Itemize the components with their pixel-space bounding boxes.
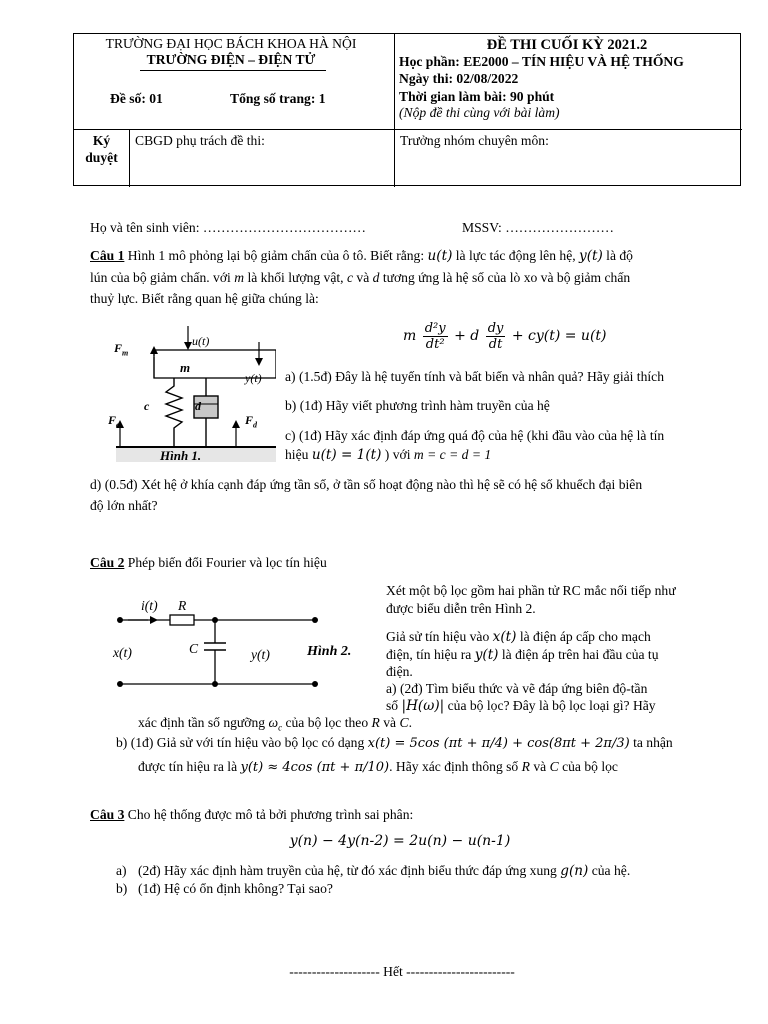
q3-title-line	[90, 806, 413, 823]
q2-text: .	[408, 715, 412, 730]
q1-text: lún của bộ giảm chấn. với	[90, 270, 235, 285]
q2-text: của bộ lọc theo	[282, 715, 372, 730]
fig1-fd: F	[245, 413, 254, 427]
q3-part-a-label: a)	[116, 863, 127, 878]
fig2-label-y: y(t)	[251, 647, 270, 662]
q1-text: là độ	[602, 248, 633, 263]
q1-text: là khối lượng vật,	[244, 270, 347, 285]
q1-intro-line3: thuỷ lực. Biết rằng quan hệ giữa chúng là:	[90, 291, 319, 306]
sign-label-2: duyệt	[85, 150, 118, 165]
q3-text: (2đ) Hãy xác định hàm truyền của hệ, từ đó xác định biểu thức đáp ứng xung	[138, 863, 561, 878]
sign-label-1: Ký	[92, 133, 111, 148]
fig1-label-c: c	[144, 399, 150, 413]
q2-p2-line2	[386, 646, 659, 664]
math-params: m = c = d = 1	[413, 447, 492, 462]
fig2-label-c: C	[189, 641, 199, 656]
q2-p1-line2: được biểu diễn trên Hình 2.	[386, 601, 536, 616]
eq-m: m	[403, 328, 417, 344]
student-id-field: MSSV: ……………………	[462, 220, 614, 235]
math-step: u(t) = 1(t)	[311, 447, 382, 463]
q1-part-a: a) (1.5đ) Đây là hệ tuyến tính và bất biến và nhân quả? Hãy giải thích	[285, 369, 664, 384]
header-divider-vertical	[394, 34, 395, 187]
exam-code: Đề số: 01	[110, 91, 163, 106]
math-m: m	[234, 270, 245, 285]
q3-part-a	[138, 862, 630, 880]
fig1-label-y: y(t)	[245, 371, 262, 385]
math-c: C	[399, 715, 409, 730]
exam-date: Ngày thi: 02/08/2022	[399, 71, 519, 86]
math-x-expr: x(t) = 5cos (πt + π/4) + cos(8πt + 2π/3)	[367, 736, 630, 751]
math-y: y(t)	[579, 248, 603, 264]
math-wc-sub: c	[278, 722, 283, 733]
end-marker: -------------------- Hết ------------------------	[289, 964, 515, 979]
spring	[166, 378, 182, 447]
q2-text: xác định tần số ngưỡng	[138, 715, 269, 730]
math-y: y(t)	[474, 647, 499, 663]
eq-den: dt	[488, 336, 503, 352]
fig2-label-i: i(t)	[141, 598, 158, 613]
q2-text: được tín hiệu ra là	[138, 759, 241, 774]
math-c: c	[346, 270, 354, 285]
math-r: R	[371, 715, 380, 730]
header-divider-sign	[129, 129, 130, 187]
q2-text: . Hãy xác định thông số	[389, 759, 522, 774]
fig1-label-fc	[108, 412, 120, 433]
school-underline	[140, 70, 326, 71]
q1-text: hiệu	[285, 447, 312, 462]
math-gn: g(n)	[560, 863, 589, 879]
q2-text: Giả sử tín hiệu vào	[386, 629, 493, 644]
fig1-label-fm	[114, 340, 128, 361]
q1-part-d-line1: d) (0.5đ) Xét hệ ở khía cạnh đáp ứng tần số, ở tần số hoạt động nào thì hệ sẽ có hệ số khuếch đại biên	[90, 477, 643, 492]
current-arrow	[150, 616, 158, 624]
q1-differential-equation	[403, 318, 607, 354]
math-wc: ω	[268, 715, 279, 730]
fig1-fc: F	[108, 413, 117, 427]
submission-note: (Nộp đề thi cùng với bài làm)	[399, 105, 560, 120]
head-label: Trưởng nhóm chuyên môn:	[400, 133, 549, 148]
fig1-fc-sub: c	[116, 420, 120, 430]
math-hw: |H(ω)|	[401, 698, 445, 714]
q1-part-b: b) (1đ) Hãy viết phương trình hàm truyền của hệ	[285, 398, 550, 413]
total-pages: Tổng số trang: 1	[230, 91, 326, 106]
math-d: d	[372, 270, 380, 285]
q2-p2-line3: điện.	[386, 664, 413, 679]
fig1-label-d: d	[195, 399, 201, 413]
q1-text: và	[353, 270, 373, 285]
lecturer-label: CBGD phụ trách đề thi:	[135, 133, 265, 148]
fig1-fm-sub: m	[122, 348, 129, 358]
exam-title: ĐỀ THI CUỐI KỲ 2021.2	[486, 37, 648, 53]
student-name-field: Họ và tên sinh viên: ………………………………	[90, 220, 367, 235]
q3-text: của hệ.	[588, 863, 631, 878]
q1-part-c-line1: c) (1đ) Hãy xác định đáp ứng quá độ của hệ (khi đầu vào của hệ là tín	[285, 428, 665, 443]
q2-part-b-line1	[116, 734, 673, 752]
fig1-label-m: m	[180, 360, 191, 375]
q1-intro-line1	[90, 247, 633, 265]
q2-text: và	[529, 759, 550, 774]
q2-text: ta nhận	[629, 735, 673, 750]
q3-difference-equation: y(n) − 4y(n-2) = 2u(n) − u(n-1)	[289, 833, 511, 849]
figure-1-caption: Hình 1.	[160, 448, 202, 463]
math-u: u(t)	[427, 248, 453, 264]
eq-d: + d	[454, 328, 480, 344]
q1-text: là lực tác động lên hệ,	[452, 248, 580, 263]
q3-label: Câu 3	[90, 807, 125, 822]
math-x: x(t)	[492, 629, 517, 645]
math-c: C	[549, 759, 559, 774]
q2-p2-line1	[386, 628, 651, 646]
q2-part-b-line2	[138, 758, 618, 776]
math-y-expr: y(t) ≈ 4cos (πt + π/10)	[240, 760, 390, 775]
university-name: TRƯỜNG ĐẠI HỌC BÁCH KHOA HÀ NỘI	[105, 36, 357, 51]
q2-text: của bộ lọc	[558, 759, 618, 774]
q1-text: ) với	[381, 447, 414, 462]
fig1-fd-sub: d	[253, 420, 258, 430]
q2-text: của bộ lọc? Đây là bộ lọc loại gì? Hãy	[444, 698, 656, 713]
q1-text: Hình 1 mô phỏng lại bộ giảm chấn của ô tô. Biết rằng:	[124, 248, 428, 263]
fig2-label-x: x(t)	[113, 645, 132, 660]
figure-2-caption: Hình 2.	[307, 644, 352, 659]
q2-part-a-line2	[386, 697, 656, 715]
q2-text: là điện áp cấp cho mạch	[516, 629, 651, 644]
fig1-label-fd	[245, 412, 257, 433]
q2-title: Phép biến đổi Fourier và lọc tín hiệu	[124, 555, 327, 570]
eq-num: d²y	[424, 320, 446, 336]
q2-text: b) (1đ) Giả sử với tín hiệu vào bộ lọc có dạng	[116, 735, 368, 750]
q2-text: là điện áp trên hai đầu của tụ	[498, 647, 659, 662]
exam-duration: Thời gian làm bài: 90 phút	[399, 89, 555, 104]
eq-frac-dy	[486, 321, 506, 352]
eq-rest: + cy(t) = u(t)	[511, 328, 607, 344]
q3-part-b-label: b)	[116, 881, 128, 896]
resistor	[170, 615, 194, 625]
fig1-fm: F	[114, 341, 123, 355]
q3-title: Cho hệ thống được mô tả bởi phương trình sai phân:	[124, 807, 414, 822]
q3-part-b: (1đ) Hệ có ổn định không? Tại sao?	[138, 881, 333, 896]
q1-part-d-line2: độ lớn nhất?	[90, 498, 158, 513]
q2-text: số	[386, 698, 402, 713]
q2-p1-line1: Xét một bộ lọc gồm hai phần tử RC mắc nối tiếp như	[386, 583, 676, 598]
fig1-label-u: u(t)	[192, 334, 210, 348]
eq-den: dt²	[425, 336, 445, 352]
q2-text: điện, tín hiệu ra	[386, 647, 475, 662]
fig2-label-r: R	[178, 598, 187, 613]
q2-part-a-line1: a) (2đ) Tìm biểu thức và vẽ đáp ứng biên độ-tần	[386, 681, 648, 696]
header-divider-horizontal	[74, 129, 742, 130]
q2-label: Câu 2	[90, 555, 125, 570]
school-name: TRƯỜNG ĐIỆN – ĐIỆN TỬ	[146, 52, 316, 67]
q1-intro-line2	[90, 269, 630, 286]
q1-part-c-line2	[285, 446, 491, 464]
course-name: Học phần: EE2000 – TÍN HIỆU VÀ HỆ THỐNG	[399, 54, 684, 69]
q1-label: Câu 1	[90, 248, 125, 263]
math-r: R	[521, 759, 530, 774]
eq-num: dy	[487, 320, 504, 336]
q2-text: và	[379, 715, 400, 730]
eq-frac-d2y	[423, 321, 448, 352]
q1-text: tương ứng là hệ số của lò xo và bộ giảm chấn	[379, 270, 631, 285]
q2-title-line	[90, 554, 327, 571]
